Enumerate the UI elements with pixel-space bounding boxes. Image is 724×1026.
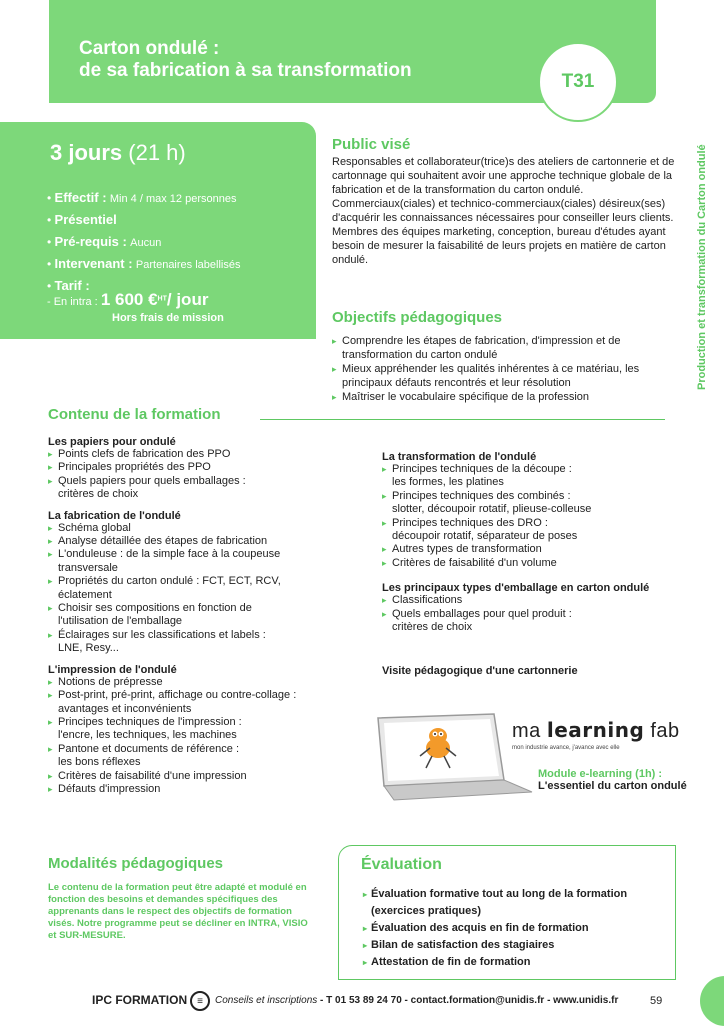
public-title: Public visé bbox=[332, 136, 411, 153]
list-item: ▸ Éclairages sur les classifications et labels : LNE, Resy... bbox=[48, 629, 348, 656]
public-section bbox=[332, 136, 677, 267]
title-line-2: de sa fabrication à sa transformation bbox=[79, 60, 412, 81]
objective-item: ▸ Comprendre les étapes de fabrication, d'impression et de transformation du carton ondulé bbox=[332, 334, 677, 362]
public-text-1: Responsables et collaborateur(trice)s des ateliers de cartonnerie et de cartonnage qui souhaitent avoir une approche technique globale de la fabrication et de la transformation du carton ondulé. Commerciaux(ciales) et technico-commerciaux(ciales) désireux(ses) d'acquérir les connaissances nécessaires pour conseiller leurs clients. bbox=[332, 156, 675, 224]
section-heading: L'impression de l'ondulé bbox=[48, 663, 177, 676]
ipc-logo-icon: ≡ bbox=[190, 991, 210, 1011]
info-item: • Pré-requis : Aucun bbox=[47, 234, 162, 249]
footer-contact bbox=[215, 995, 618, 1006]
section-heading: Les papiers pour ondulé bbox=[48, 436, 176, 448]
evaluation-item: ▸ Attestation de fin de formation bbox=[363, 954, 663, 971]
logo-text-bold: learning bbox=[546, 718, 645, 742]
laptop-illustration bbox=[372, 712, 534, 802]
page-title bbox=[79, 38, 412, 82]
duration bbox=[50, 140, 186, 166]
visit-note: Visite pédagogique d'une cartonnerie bbox=[382, 665, 578, 677]
price-ht: HT bbox=[157, 295, 167, 303]
evaluation-list bbox=[363, 886, 663, 971]
list-item: ▸ Classifications bbox=[382, 594, 682, 607]
list-item: ▸ Principes techniques des DRO : découpoir rotatif, séparateur de poses bbox=[382, 517, 682, 544]
content-title: Contenu de la formation bbox=[48, 406, 221, 423]
list-item: ▸ Points clefs de fabrication des PPO bbox=[48, 448, 348, 461]
list-item: ▸ Défauts d'impression bbox=[48, 783, 348, 796]
evaluation-item: ▸ Bilan de satisfaction des stagiaires bbox=[363, 937, 663, 954]
duration-days: 3 jours bbox=[50, 140, 123, 165]
info-item: • Tarif : bbox=[47, 278, 90, 293]
price bbox=[47, 290, 208, 310]
logo-text-post: fab bbox=[644, 720, 680, 742]
section-list bbox=[48, 448, 348, 502]
info-item: • Présentiel bbox=[47, 212, 117, 227]
evaluation-box bbox=[338, 845, 676, 980]
price-value: 1 600 € bbox=[100, 290, 158, 309]
footer-brand: IPC FORMATION bbox=[92, 993, 188, 1007]
info-label: Tarif : bbox=[54, 278, 90, 293]
objectives-list bbox=[332, 334, 677, 404]
teaching-methods-section bbox=[48, 855, 318, 942]
footer bbox=[0, 985, 724, 1024]
section-list bbox=[382, 463, 682, 570]
evaluation-title: Évaluation bbox=[361, 856, 442, 873]
list-item: ▸ Analyse détaillée des étapes de fabrication bbox=[48, 535, 348, 548]
section-list bbox=[48, 676, 348, 797]
list-item: ▸ Principes techniques de la découpe : les formes, les platines bbox=[382, 463, 682, 490]
list-item: ▸ Schéma global bbox=[48, 522, 348, 535]
logo-text-pre: ma bbox=[512, 720, 547, 742]
list-item: ▸ Principes techniques des combinés : slotter, découpoir rotatif, plieuse-colleuse bbox=[382, 490, 682, 517]
section-heading: La transformation de l'ondulé bbox=[382, 451, 537, 463]
objective-item: ▸ Mieux appréhender les qualités inhérentes à ce matériau, les principaux défauts rencontrés et leur résolution bbox=[332, 362, 677, 390]
side-category-label: Production et transformation du Carton ondulé bbox=[696, 144, 708, 390]
list-item: ▸ Pantone et documents de référence : les bons réflexes bbox=[48, 743, 348, 770]
section-heading: La fabrication de l'ondulé bbox=[48, 509, 181, 522]
list-item: ▸ Quels emballages pour quel produit : critères de choix bbox=[382, 608, 682, 635]
list-item: ▸ Post-print, pré-print, affichage ou contre-collage : avantages et inconvénients bbox=[48, 689, 348, 716]
list-item: ▸ L'onduleuse : de la simple face à la coupeuse transversale bbox=[48, 548, 348, 575]
evaluation-item: ▸ Évaluation formative tout au long de la formation (exercices pratiques) bbox=[363, 886, 663, 920]
price-prefix: - En intra : bbox=[47, 296, 98, 308]
list-item: ▸ Autres types de transformation bbox=[382, 543, 682, 556]
content-column-left bbox=[48, 428, 348, 796]
list-item: ▸ Principales propriétés des PPO bbox=[48, 461, 348, 474]
section-list bbox=[48, 522, 348, 656]
title-line-1: Carton ondulé : bbox=[79, 38, 220, 59]
contact-details: - T 01 53 89 24 70 - contact.formation@unidis.fr - www.unidis.fr bbox=[317, 995, 619, 1006]
price-note: Hors frais de mission bbox=[112, 312, 224, 324]
info-label: Intervenant : bbox=[54, 256, 133, 271]
course-code-badge bbox=[538, 42, 618, 122]
contact-label: Conseils et inscriptions bbox=[215, 995, 318, 1006]
teaching-methods-text: Le contenu de la formation peut être adapté et modulé en fonction des besoins et demandes spécifiques des apprenants dans le respect des objectifs de formation visés. Notre programme peut se décliner en INTRA, VISIO et SUR-MESURE. bbox=[48, 882, 308, 941]
list-item: ▸ Propriétés du carton ondulé : FCT, ECT, RCV, éclatement bbox=[48, 575, 348, 602]
list-item: ▸ Choisir ses compositions en fonction de l'utilisation de l'emballage bbox=[48, 602, 348, 629]
info-item: • Intervenant : Partenaires labellisés bbox=[47, 256, 241, 271]
info-label: Présentiel bbox=[54, 212, 117, 227]
course-code: T31 bbox=[561, 71, 595, 92]
objective-item: ▸ Maîtriser le vocabulaire spécifique de la profession bbox=[332, 390, 677, 404]
content-column-right bbox=[382, 443, 682, 634]
module-subtitle: L'essentiel du carton ondulé bbox=[538, 780, 687, 792]
info-item: • Effectif : Min 4 / max 12 personnes bbox=[47, 190, 237, 205]
module-title: Module e-learning (1h) : bbox=[538, 768, 663, 780]
info-value: Aucun bbox=[130, 237, 162, 249]
list-item: ▸ Critères de faisabilité d'un volume bbox=[382, 557, 682, 570]
logo-tagline: mon industrie avance, j'avance avec elle bbox=[512, 745, 620, 751]
public-text-2: Membres des équipes marketing, conception, bureau d'études ayant besoin de mesurer la faisabilité de leurs projets en matière de carton ondulé. bbox=[332, 226, 666, 266]
info-label: Effectif : bbox=[54, 190, 107, 205]
ma-learning-fab-logo bbox=[512, 718, 682, 751]
info-value: Partenaires labellisés bbox=[135, 259, 241, 271]
info-value: Min 4 / max 12 personnes bbox=[109, 193, 237, 205]
objectives-title: Objectifs pédagogiques bbox=[332, 309, 503, 326]
list-item: ▸ Notions de prépresse bbox=[48, 676, 348, 689]
list-item: ▸ Quels papiers pour quels emballages : critères de choix bbox=[48, 475, 348, 502]
info-box bbox=[0, 122, 316, 339]
evaluation-item: ▸ Évaluation des acquis en fin de formation bbox=[363, 920, 663, 937]
list-item: ▸ Principes techniques de l'impression : l'encre, les techniques, les machines bbox=[48, 716, 348, 743]
info-label: Pré-requis : bbox=[54, 234, 127, 249]
content-divider bbox=[260, 419, 665, 420]
side-category bbox=[692, 100, 712, 390]
section-list bbox=[382, 594, 682, 634]
section-heading: Les principaux types d'emballage en carton ondulé bbox=[382, 582, 650, 595]
teaching-methods-title: Modalités pédagogiques bbox=[48, 855, 224, 872]
price-suffix: / jour bbox=[166, 290, 209, 309]
objectives-section bbox=[332, 309, 677, 404]
duration-hours: (21 h) bbox=[128, 140, 186, 165]
page-number: 59 bbox=[650, 995, 663, 1007]
elearning-module bbox=[538, 768, 698, 793]
list-item: ▸ Critères de faisabilité d'une impression bbox=[48, 770, 348, 783]
